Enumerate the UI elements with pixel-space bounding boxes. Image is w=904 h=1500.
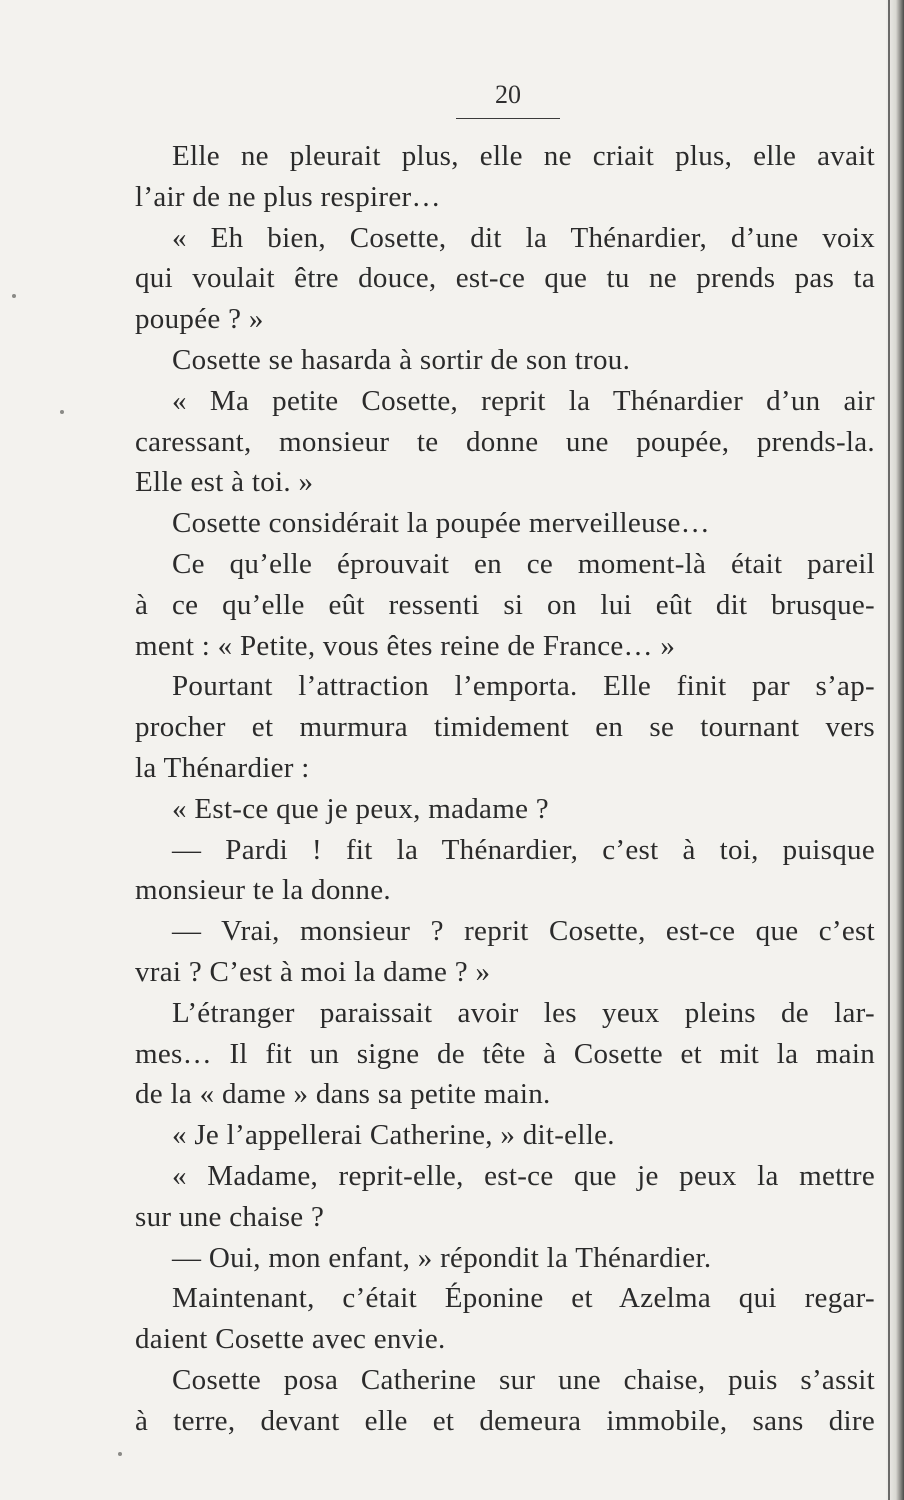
text-line: de la « dame » dans sa petite main. xyxy=(135,1078,551,1111)
text-line: — Oui, mon enfant, » répondit la Thénardier. xyxy=(172,1241,712,1274)
text-line: — Vrai, monsieur ? reprit Cosette, est-ce que c’est xyxy=(172,915,875,948)
text-line: daient Cosette avec envie. xyxy=(135,1323,446,1356)
text-line: caressant, monsieur te donne une poupée, prends-la. xyxy=(135,425,875,458)
text-line: « Est-ce que je peux, madame ? xyxy=(172,792,549,825)
text-line: mes… Il fit un signe de tête à Cosette et mit la main xyxy=(135,1037,875,1070)
text-line: Cosette considérait la poupée merveilleuse… xyxy=(172,507,710,540)
text-line: ment : « Petite, vous êtes reine de France… » xyxy=(135,629,676,662)
text-line: procher et murmura timidement en se tournant vers xyxy=(135,711,875,744)
text-line: Cosette posa Catherine sur une chaise, puis s’assit xyxy=(172,1363,875,1396)
paper-speck xyxy=(60,410,64,414)
text-line: Maintenant, c’était Éponine et Azelma qui regar- xyxy=(172,1282,875,1315)
body-text xyxy=(135,136,875,1442)
text-line: la Thénardier : xyxy=(135,751,310,784)
text-line: « Ma petite Cosette, reprit la Thénardier d’un air xyxy=(172,384,875,417)
text-line: à terre, devant elle et demeura immobile, sans dire xyxy=(135,1404,875,1437)
text-line: « Je l’appellerai Catherine, » dit-elle. xyxy=(172,1119,615,1152)
paper-speck xyxy=(118,1452,122,1456)
text-line: Elle ne pleurait plus, elle ne criait plus, elle avait xyxy=(172,140,875,172)
page-edge-line xyxy=(888,0,890,1500)
text-line: sur une chaise ? xyxy=(135,1200,325,1233)
text-line: Cosette se hasarda à sortir de son trou. xyxy=(172,343,631,376)
text-line: Elle est à toi. » xyxy=(135,466,314,499)
text-line: Ce qu’elle éprouvait en ce moment-là était pareil xyxy=(172,547,875,580)
text-line: « Eh bien, Cosette, dit la Thénardier, d’une voix xyxy=(172,221,875,254)
text-line: poupée ? » xyxy=(135,303,264,336)
text-line: « Madame, reprit-elle, est-ce que je peux la mettre xyxy=(172,1159,875,1192)
paper-speck xyxy=(12,294,16,298)
text-line: Pourtant l’attraction l’emporta. Elle finit par s’ap- xyxy=(172,670,875,703)
page-number: 20 xyxy=(495,80,521,109)
page-number-rule xyxy=(456,118,560,119)
text-line: — Pardi ! fit la Thénardier, c’est à toi, puisque xyxy=(172,833,875,866)
text-line: L’étranger paraissait avoir les yeux pleins de lar- xyxy=(172,996,875,1029)
text-line: vrai ? C’est à moi la dame ? » xyxy=(135,955,491,988)
text-line: à ce qu’elle eût ressenti si on lui eût dit brusque- xyxy=(135,588,875,621)
text-line: l’air de ne plus respirer… xyxy=(135,180,441,213)
text-line: monsieur te la donne. xyxy=(135,874,391,907)
text-line: qui voulait être douce, est-ce que tu ne prends pas ta xyxy=(135,262,875,295)
